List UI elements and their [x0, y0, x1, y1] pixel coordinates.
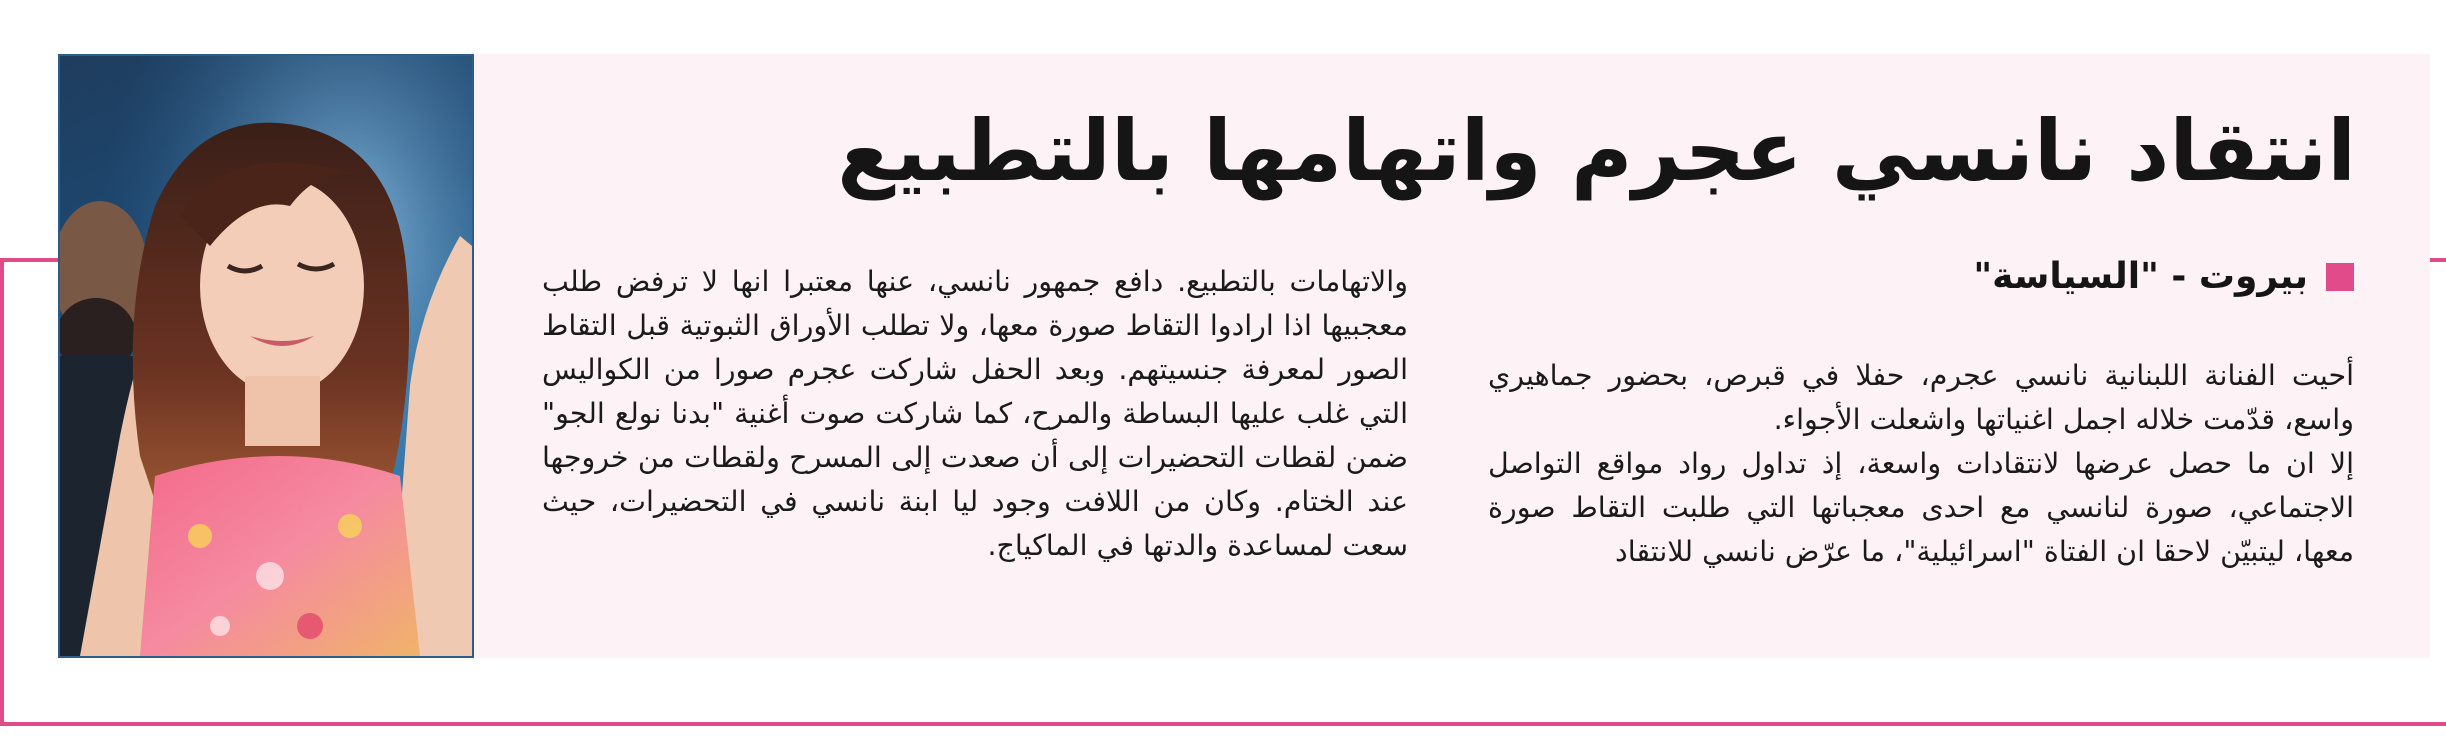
byline [1973, 256, 2354, 297]
singer-portrait-image [60, 56, 472, 656]
frame-line-bottom [0, 722, 2446, 726]
article-column-right [1488, 354, 2354, 574]
byline-square-icon [2326, 263, 2354, 291]
frame-line-left-tick [0, 258, 58, 262]
byline-text: بيروت - "السياسة" [1973, 256, 2308, 297]
article-photo [58, 54, 474, 658]
frame-line-right-tick [2430, 258, 2446, 262]
article-column-left [542, 260, 1408, 568]
frame-line-left [0, 258, 4, 726]
paragraph: إلا ان ما حصل عرضها لانتقادات واسعة، إذ تداول رواد مواقع التواصل الاجتماعي، صورة لنانسي مع احدى معجباتها التي طلبت التقاط صورة معها، ليتبيّن لاحقا ان الفتاة "اسرائيلية"، ما عرّض نانسي للانتقاد [1488, 447, 2354, 568]
headline: انتقاد نانسي عجرم واتهامها بالتطبيع [837, 102, 2356, 200]
paragraph: أحيت الفنانة اللبنانية نانسي عجرم، حفلا في قبرص، بحضور جماهيري واسع، قدّمت خلاله اجمل اغنياتها واشعلت الأجواء. [1488, 359, 2354, 436]
paragraph: والاتهامات بالتطبيع. دافع جمهور نانسي، عنها معتبرا انها لا ترفض طلب معجبيها اذا ارادوا التقاط صورة معها، ولا تطلب الأوراق الثبوتية قبل التقاط الصور لمعرفة جنسيتهم. وبعد الحفل شاركت عجرم صورا من الكواليس التي غلب عليها البساطة والمرح، كما شاركت صوت أغنية "بدنا نولع الجو" ضمن لقطات التحضيرات إلى أن صعدت إلى المسرح ولقطات من خروجها عند الختام. وكان من اللافت وجود ليا ابنة نانسي في التحضيرات، حيث سعت لمساعدة والدتها في الماكياج. [542, 265, 1408, 562]
